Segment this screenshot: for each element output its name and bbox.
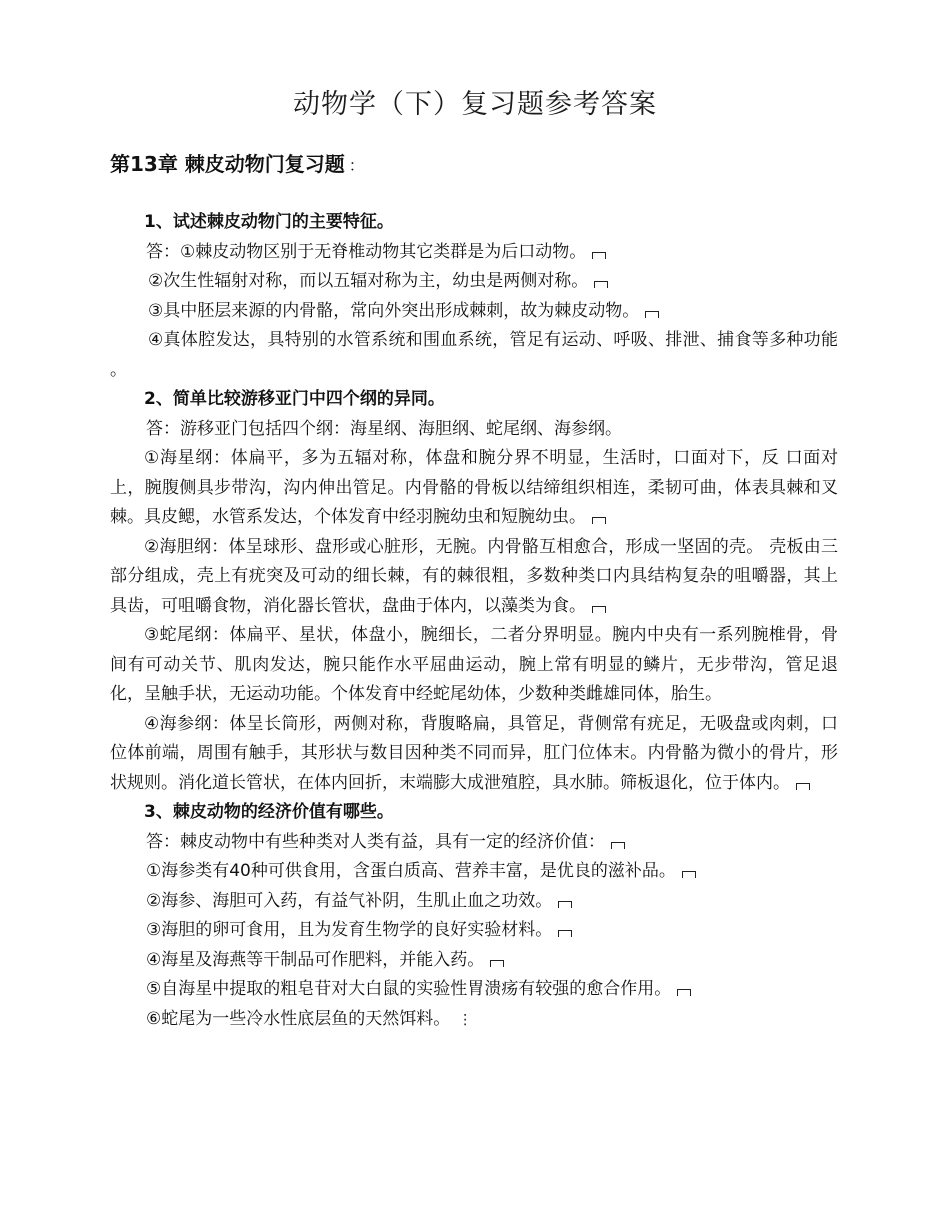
answer-2-asteroidea: ①海星纲：体扁平，多为五辐对称，体盘和腕分界不明显，生活时，口面对下，反 口面对上，腕腹侧具步带沟，沟内伸出管足。内骨骼的骨板以结缔组织相连，柔韧可曲，体表具棘和叉棘。具皮鳃，水管系发达，个体发育中经羽腕幼虫和短腕幼虫。: [110, 448, 838, 527]
paragraph-mark-icon: [558, 901, 572, 908]
answer-2-echinoidea: ②海胆纲：体呈球形、盘形或心脏形，无腕。内骨骼互相愈合，形成一坚固的壳。 壳板由三部分组成，壳上有疣突及可动的细长棘，有的棘很粗，多数种类口内具结构复杂的咀嚼器，其上具齿，可咀嚼食物，消化器长管状，盘曲于体内，以藻类为食。: [110, 536, 838, 616]
paragraph-mark-icon: [592, 606, 606, 613]
answer-1-line-4: ④真体腔发达，具特别的水管系统和围血系统，管足有运动、呼吸、排泄、捕食等多种功能 。: [110, 330, 838, 380]
document-body: [110, 208, 838, 1035]
answer-3-item-6: ⑥蛇尾为一些冷水性底层鱼的天然饵料。 ⋮: [110, 1005, 838, 1036]
question-1: 1、试述棘皮动物门的主要特征。: [144, 212, 394, 232]
answer-3-item-2: ②海参、海胆可入药，有益气补阴，生肌止血之功效。: [110, 887, 838, 917]
paragraph-mark-icon: [490, 960, 504, 967]
question-2: 2、简单比较游移亚门中四个纲的异同。: [144, 389, 445, 409]
answer-3-intro: 答：棘皮动物中有些种类对人类有益，具有一定的经济价值：: [110, 828, 838, 858]
question-3: 3、棘皮动物的经济价值有哪些。: [144, 802, 394, 822]
paragraph-mark-icon: [592, 517, 606, 524]
answer-2-ophiuroidea: ③蛇尾纲：体扁平、星状，体盘小，腕细长，二者分界明显。腕内中央有一系列腕椎骨，骨间有可动关节、肌肉发达，腕只能作水平屈曲运动，腕上常有明显的鳞片，无步带沟，管足退化，呈触手状，无运动功能。个体发育中经蛇尾幼体，少数种类雌雄同体，胎生。: [110, 625, 838, 704]
paragraph-mark-icon: [558, 930, 572, 937]
answer-1-line-3: ③具中胚层来源的内骨骼，常向外突出形成棘刺，故为棘皮动物。: [110, 297, 838, 327]
chapter-heading: [110, 148, 365, 177]
document-title: 动物学（下）复习题参考答案: [293, 89, 657, 120]
paragraph-mark-icon: [611, 842, 625, 849]
answer-3-item-4: ④海星及海燕等干制品可作肥料，并能入药。: [110, 946, 838, 976]
paragraph-mark-icon: [645, 311, 659, 318]
answer-1-line-2: ②次生性辐射对称，而以五辐对称为主，幼虫是两侧对称。: [110, 267, 838, 297]
paragraph-mark-icon: [592, 252, 606, 259]
chapter-heading-text: 第13章 棘皮动物门复习题: [110, 152, 345, 176]
answer-2-holothuroidea: ④海参纲：体呈长筒形，两侧对称，背腹略扁，具管足，背侧常有疣足，无吸盘或肉刺，口位体前端，周围有触手，其形状与数目因种类不同而异，肛门位体末。内骨骼为微小的骨片，形状规则。消化道长管状，在体内回折，末端膨大成泄殖腔，具水肺。筛板退化，位于体内。: [110, 713, 838, 793]
paragraph-mark-icon: [796, 783, 810, 790]
section-end-mark-icon: ⋮: [458, 1011, 473, 1028]
paragraph-mark-icon: [677, 989, 691, 996]
answer-1-line-1: 答：①棘皮动物区别于无脊椎动物其它类群是为后口动物。: [110, 238, 838, 268]
paragraph-mark-icon: [682, 871, 696, 878]
answer-3-item-1: ①海参类有40种可供食用，含蛋白质高、营养丰富，是优良的滋补品。: [110, 857, 838, 887]
answer-2-intro: 答：游移亚门包括四个纲：海星纲、海胆纲、蛇尾纲、海参纲。: [146, 418, 622, 439]
chapter-heading-colon: ：: [348, 156, 365, 175]
answer-3-item-5: ⑤自海星中提取的粗皂苷对大白鼠的实验性胃溃疡有较强的愈合作用。: [110, 975, 838, 1005]
paragraph-mark-icon: [594, 281, 608, 288]
answer-3-item-3: ③海胆的卵可食用，且为发育生物学的良好实验材料。: [110, 916, 838, 946]
